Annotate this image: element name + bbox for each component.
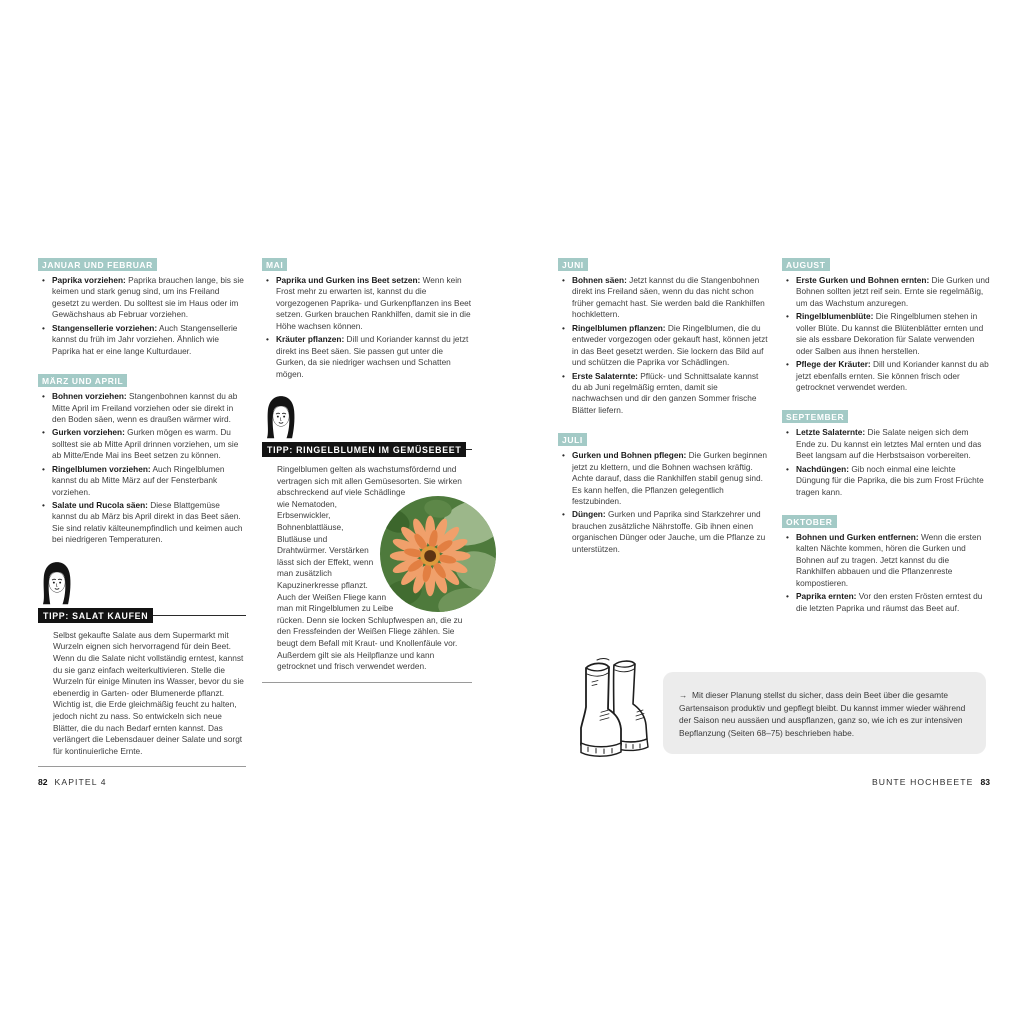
rule-line — [153, 615, 246, 616]
section-juli — [558, 430, 768, 555]
item-title: Paprika ernten: — [796, 591, 857, 602]
task-list — [558, 275, 768, 416]
task-list — [38, 275, 246, 357]
item-title: Ringelblumen vorziehen: — [52, 463, 151, 474]
item-text: Gib noch einmal eine leichte Düngung für die Paprika, die bis zum Frost Früchte tragen kann. — [796, 463, 984, 497]
list-item — [558, 371, 768, 417]
task-list — [262, 275, 472, 380]
item-title: Erste Gurken und Bohnen ernten: — [796, 275, 930, 285]
list-item — [782, 359, 990, 393]
column-mai — [262, 255, 472, 683]
list-item — [558, 275, 768, 321]
month-badge: JULI — [558, 433, 587, 446]
item-title: Kräuter pflanzen: — [276, 334, 345, 345]
item-title: Erste Salaternte: — [572, 370, 638, 381]
list-item — [558, 450, 768, 507]
column-jan-april — [38, 255, 246, 767]
item-text: Diese Blattgemüse kannst du ab März bis April direkt in das Beet säen. Sie sind relativ kälteunempfindlich und keimen auch bei niedrigeren Temperaturen. — [52, 500, 243, 545]
item-text: Die Salate neigen sich dem Ende zu. Du kannst ein letztes Mal ernten und das Beet langsam auf die Herbstsaison vorbereiten. — [796, 427, 982, 461]
tip-text: Ringelblumen gelten als wachstumsfördernd und vertragen sich mit allen Gemüsesorten. Sie wirken abschreckend auf viele Schädlinge wie Nematoden, Erbsenwickler, Bohnenblattläuse, Blutläuse und Drahtwürmer. Verstärken lässt sich der Effekt, wenn man zusätzlich Kapuzinerkresse pflanzt. Auch der Weißen Fliege kann man mit Ringelblumen zu Leibe rücken. Denn sie locken Schlupfwespen an, die zu den Fressfeinden der Weißen Fliege zählen. Sie beugt dem Befall mit Kraut- und Knollenfäule vor. Außerdem gilt sie als Heilpflanze und kann getrocknet und frisch verwendet werden. — [277, 463, 463, 672]
item-title: Ringelblumenblüte: — [796, 311, 874, 322]
chapter-label: BUNTE HOCHBEETE — [871, 777, 974, 787]
item-title: Bohnen säen: — [572, 275, 627, 285]
list-item — [558, 323, 768, 369]
item-title: Letzte Salaternte: — [796, 427, 866, 438]
tip-badge: TIPP: RINGELBLUMEN IM GEMÜSEBEET — [262, 442, 466, 457]
tip-badge: TIPP: SALAT KAUFEN — [38, 608, 153, 623]
item-title: Düngen: — [572, 509, 606, 520]
chapter-label: KAPITEL 4 — [54, 777, 107, 787]
item-text: Auch Stangensellerie kannst du früh im Jahr vorziehen. Ähnlich wie Paprika hat er eine lange Kulturdauer. — [52, 322, 238, 356]
woman-portrait-icon — [264, 394, 298, 440]
tip-header-salat — [38, 608, 246, 623]
month-badge: MAI — [262, 258, 287, 271]
tip-text-salat: Selbst gekaufte Salate aus dem Supermarkt mit Wurzeln eignen sich hervorragend für dein Beet. Wenn du die Salate nicht vollständig erntest, kannst du sie ganz einfach weiterkultivieren. Stelle die Wurzeln für einige Minuten ins Wasser, bevor du sie ebenerdig in Garten- oder Blumenerde pflanzt. Wichtig ist, die Erde gleichmäßig feucht zu halten, jedoch nicht zu nass. So entwickeln sich neue Blätter, die du nach Bedarf ernten kannst. Das verlängert die Lebensdauer deiner Salate und sorgt für kontinuierliche Ernte. — [53, 629, 244, 756]
item-text: Die Gurken und Bohnen sollten jetzt reif sein. Ernte sie regelmäßig, um das Wachstum anzuregen. — [796, 275, 990, 308]
list-item — [782, 532, 990, 589]
list-item — [262, 275, 472, 332]
item-text: Vor den ersten Frösten erntest du die letzten Paprika und räumst das Beet auf. — [796, 591, 983, 613]
item-title: Bohnen vorziehen: — [52, 391, 127, 402]
item-text: Jetzt kannst du die Stangenbohnen direkt ins Freiland säen, wenn du das nicht schon früher gemacht hast. Sie werden bald die Rankhilfen hochklettern. — [572, 275, 765, 320]
section-maerz-april — [38, 371, 246, 546]
list-item — [782, 591, 990, 614]
item-title: Nachdüngen: — [796, 463, 850, 474]
column-august-oktober — [782, 255, 990, 628]
item-title: Paprika und Gurken ins Beet setzen: — [276, 275, 421, 285]
tip-header-ringelblumen — [262, 442, 472, 457]
page-number: 83 — [980, 777, 990, 787]
section-januar-februar — [38, 255, 246, 357]
list-item — [558, 509, 768, 555]
item-text: Dill und Koriander kannst du jetzt direkt ins Beet säen. Sie passen gut unter die Gurken, da sie niedriger wachsen und Schatten mögen. — [276, 334, 469, 379]
list-item — [782, 427, 990, 461]
rule-line — [38, 766, 246, 767]
tip-text-ringelblumen — [262, 464, 472, 673]
item-text: Stangenbohnen kannst du ab Mitte April im Freiland vorziehen oder sie direkt in den Boden säen, wenn es draußen wärmer wird. — [52, 391, 238, 424]
item-title: Pflege der Kräuter: — [796, 359, 871, 370]
task-list — [782, 275, 990, 393]
item-title: Stangensellerie vorziehen: — [52, 322, 158, 333]
item-text: Wenn die ersten kalten Nächte kommen, hören die Gurken und Bohnen auf zu tragen. Jetzt kannst du die Rankhilfen abbauen und die Pflanzenreste kompostieren. — [796, 532, 982, 588]
month-badge: AUGUST — [782, 258, 830, 271]
footer-left — [38, 777, 107, 787]
list-item — [38, 500, 246, 546]
item-title: Gurken vorziehen: — [52, 427, 125, 438]
page-number: 82 — [38, 777, 48, 787]
column-juni-juli — [558, 255, 768, 569]
list-item — [38, 464, 246, 498]
item-title: Gurken und Bohnen pflegen: — [572, 450, 687, 461]
item-text: Pflück- und Schnittsalate kannst du ab Juni regelmäßig ernten, damit sie nachwachsen und dir den ganzen Sommer frische Blätter liefern. — [572, 370, 759, 415]
item-text: Gurken mögen es warm. Du solltest sie ab Mitte April drinnen vorziehen, um sie ab Mitte/Ende Mai ins Beet setzen zu können. — [52, 427, 239, 461]
note-text: Mit dieser Planung stellst du sicher, dass dein Beet über die gesamte Gartensaison produktiv und gepflegt bleibt. Du kannst immer wieder während der Saison neu aussäen und auspflanzen, ganz so, wie ich es zur intensiven Bepflanzung (Seiten 68–75) beschrieben habe. — [679, 690, 966, 738]
section-august — [782, 255, 990, 393]
month-badge: JUNI — [558, 258, 588, 271]
item-text: Gurken und Paprika sind Starkzehrer und brauchen zusätzliche Nährstoffe. Gib ihnen einen organischen Dünger oder Jauche, um die Pflanze zu unterstützen. — [572, 509, 766, 554]
section-oktober — [782, 512, 990, 614]
task-list — [558, 450, 768, 555]
item-text: Die Ringelblumen, die du entweder vorgezogen oder gekauft hast, können jetzt in das Beet gesetzt werden. Sie lockern das Bild auf und schützen die Paprika vor Schädlingen. — [572, 322, 768, 368]
task-list — [782, 427, 990, 498]
list-item — [782, 275, 990, 309]
item-title: Salate und Rucola säen: — [52, 500, 148, 510]
item-text: Paprika brauchen lange, bis sie keimen und stark genug sind, um ins Freiland gesetzt zu werden. Du solltest sie im Haus oder im Gewächshaus ab Februar vorziehen. — [52, 275, 244, 320]
list-item — [782, 464, 990, 498]
item-text: Auch Ringelblumen kannst du ab Mitte März auf der Fensterbank vorziehen. — [52, 463, 225, 497]
section-mai — [262, 255, 472, 380]
rule-line — [466, 449, 472, 450]
summary-note-box — [663, 672, 986, 754]
month-badge: OKTOBER — [782, 515, 837, 528]
list-item — [38, 275, 246, 321]
woman-portrait-icon — [40, 560, 74, 606]
list-item — [38, 323, 246, 357]
rubber-boots-icon — [564, 652, 662, 764]
task-list — [782, 532, 990, 614]
month-badge: MÄRZ UND APRIL — [38, 374, 127, 387]
footer-right — [872, 777, 990, 787]
item-text: Die Ringelblumen stehen in voller Blüte. Du kannst die Blütenblätter ernten und sie als essbare Dekoration für Salate verwenden oder Salben aus ihnen herstellen. — [796, 311, 984, 356]
item-text: Dill und Koriander kannst du ab jetzt ebenfalls ernten. Sie können frisch oder getrocknet verwendet werden. — [796, 359, 989, 392]
month-badge: JANUAR UND FEBRUAR — [38, 258, 157, 271]
item-title: Bohnen und Gurken entfernen: — [796, 532, 919, 542]
item-text: Wenn kein Frost mehr zu erwarten ist, kannst du die vorgezogenen Paprika- und Gurkenpflanzen ins Beet setzen. Gurken brauchen Rankhilfen, damit sie in die Höhe wachsen können. — [276, 275, 472, 331]
task-list — [38, 391, 246, 546]
item-text: Die Gurken beginnen jetzt zu klettern, und die Bohnen wachsen kräftig. Achte darauf, dass die Rankhilfen stabil genug sind. Es kann helfen, die Pflanzen gelegentlich festzubinden. — [572, 450, 768, 506]
item-title: Paprika vorziehen: — [52, 275, 126, 285]
rule-line — [262, 682, 472, 683]
month-badge: SEPTEMBER — [782, 410, 848, 423]
section-september — [782, 407, 990, 498]
list-item — [262, 334, 472, 380]
list-item — [38, 391, 246, 425]
arrow-icon: → — [679, 690, 688, 700]
list-item — [782, 311, 990, 357]
list-item — [38, 427, 246, 461]
section-juni — [558, 255, 768, 416]
item-title: Ringelblumen pflanzen: — [572, 322, 666, 333]
